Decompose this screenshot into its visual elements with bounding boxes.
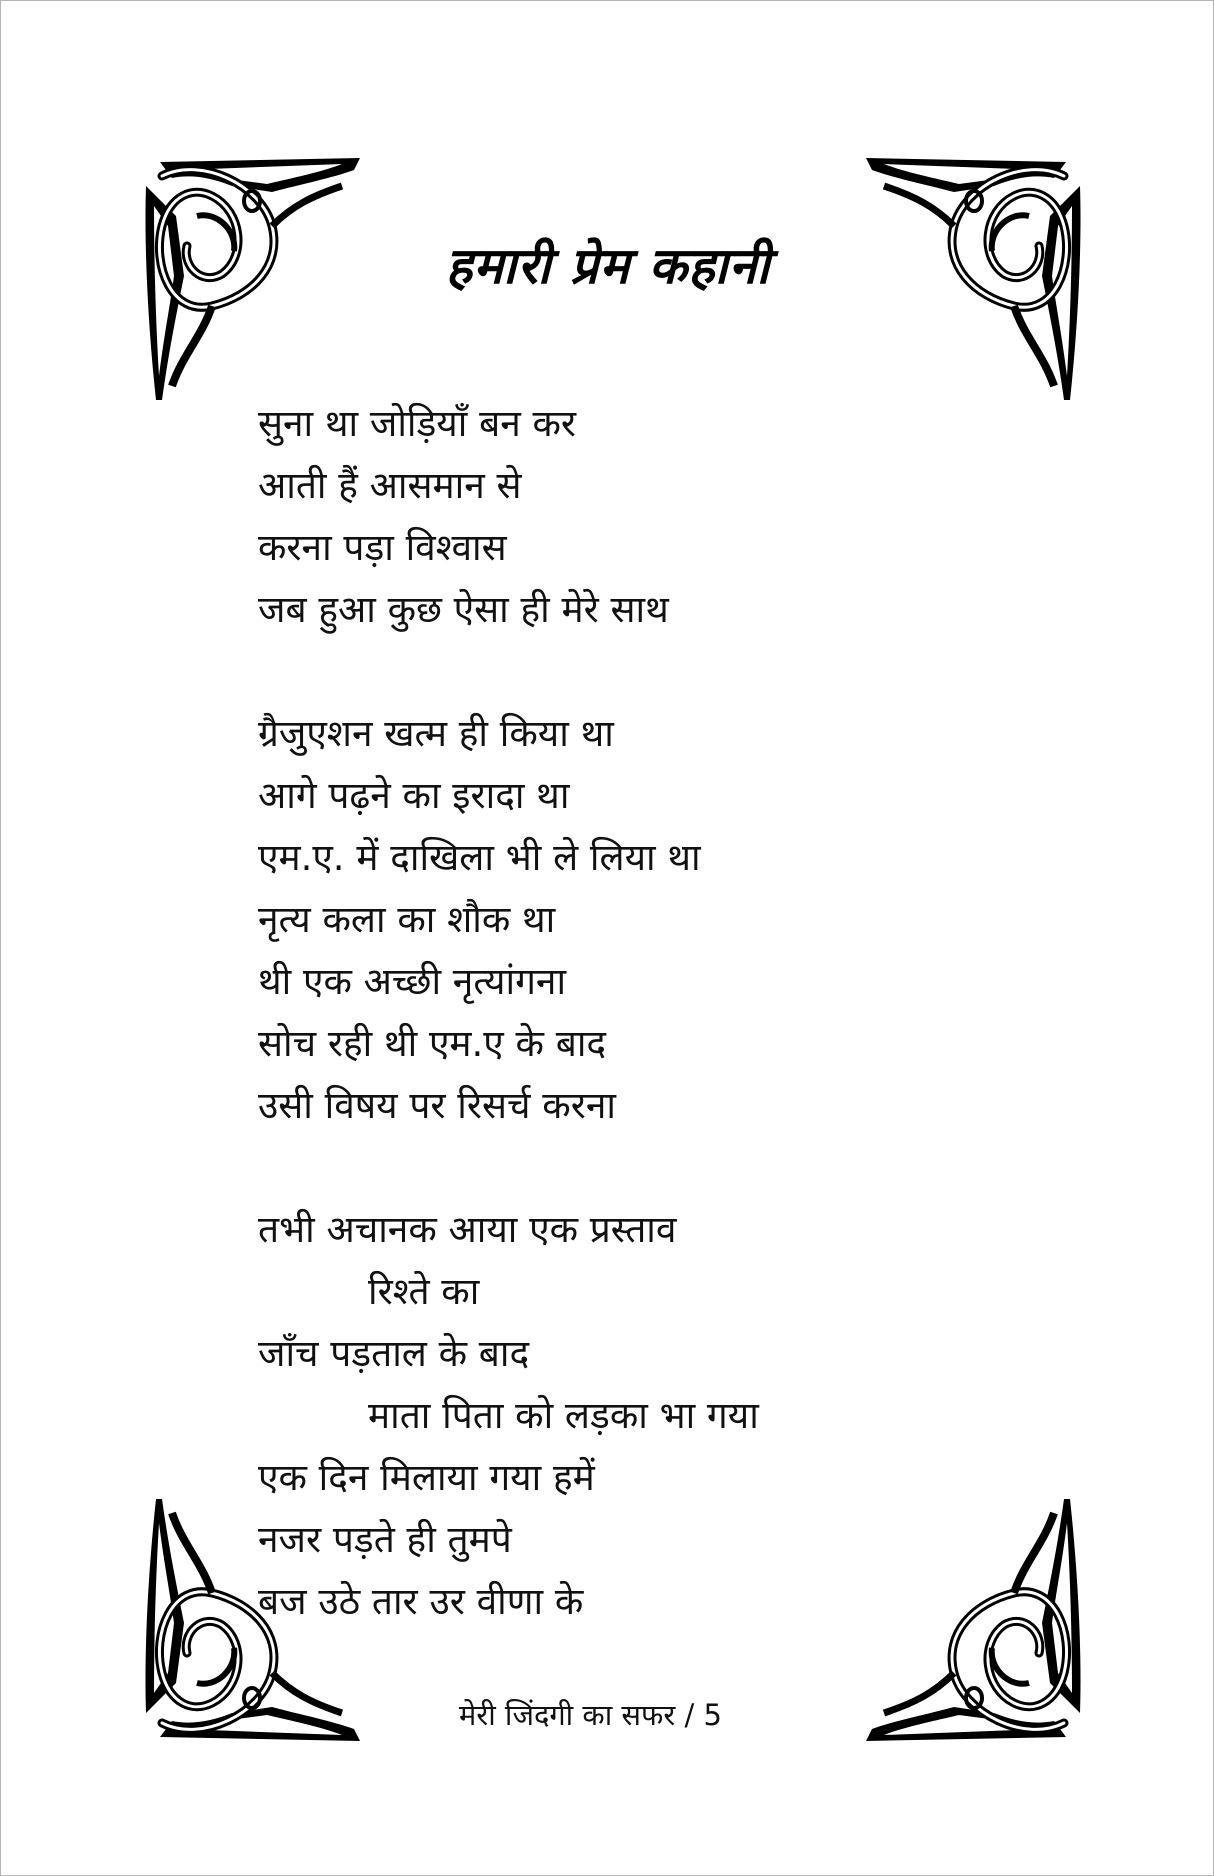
poem-line: नृत्य कला का शौक था [258,898,556,941]
page-footer [459,1695,722,1735]
poem-line: तभी अचानक आया एक प्रस्ताव [258,1208,677,1251]
poem-line: जब हुआ कुछ ऐसा ही मेरे साथ [258,588,669,631]
poem-title: हमारी प्रेम कहानी [445,237,771,295]
poem-line: सोच रही थी एम.ए के बाद [258,1022,607,1065]
poem-line: आगे पढ़ने का इरादा था [258,774,570,817]
poem-line: बज उठे तार उर वीणा के [258,1580,584,1623]
poem-line: एम.ए. में दाखिला भी ले लिया था [258,836,701,879]
poem-line: सुना था जोड़ियाँ बन कर [258,402,577,445]
page-number: 5 [703,1698,722,1732]
poem-line: एक दिन मिलाया गया हमें [258,1456,595,1499]
poem-line-indented: माता पिता को लड़का भा गया [368,1394,759,1437]
footer-separator: / [684,1698,695,1732]
stanza-break [258,1137,1058,1199]
poem-line: नजर पड़ते ही तुमपे [258,1518,512,1561]
poem-line: जाँच पड़ताल के बाद [258,1332,530,1375]
book-title: मेरी जिंदगी का सफर [459,1698,676,1732]
poem-line: आती हैं आसमान से [258,464,522,507]
poem-line: ग्रैजुएशन खत्म ही किया था [258,712,614,755]
stanza-break [258,641,1058,703]
poem-line: करना पड़ा विश्वास [258,526,507,569]
poem-body [258,393,1058,1633]
poem-line: उसी विषय पर रिसर्च करना [258,1084,616,1127]
poem-line-indented: रिश्ते का [368,1270,480,1313]
poem-line: थी एक अच्छी नृत्यांगना [258,960,567,1003]
